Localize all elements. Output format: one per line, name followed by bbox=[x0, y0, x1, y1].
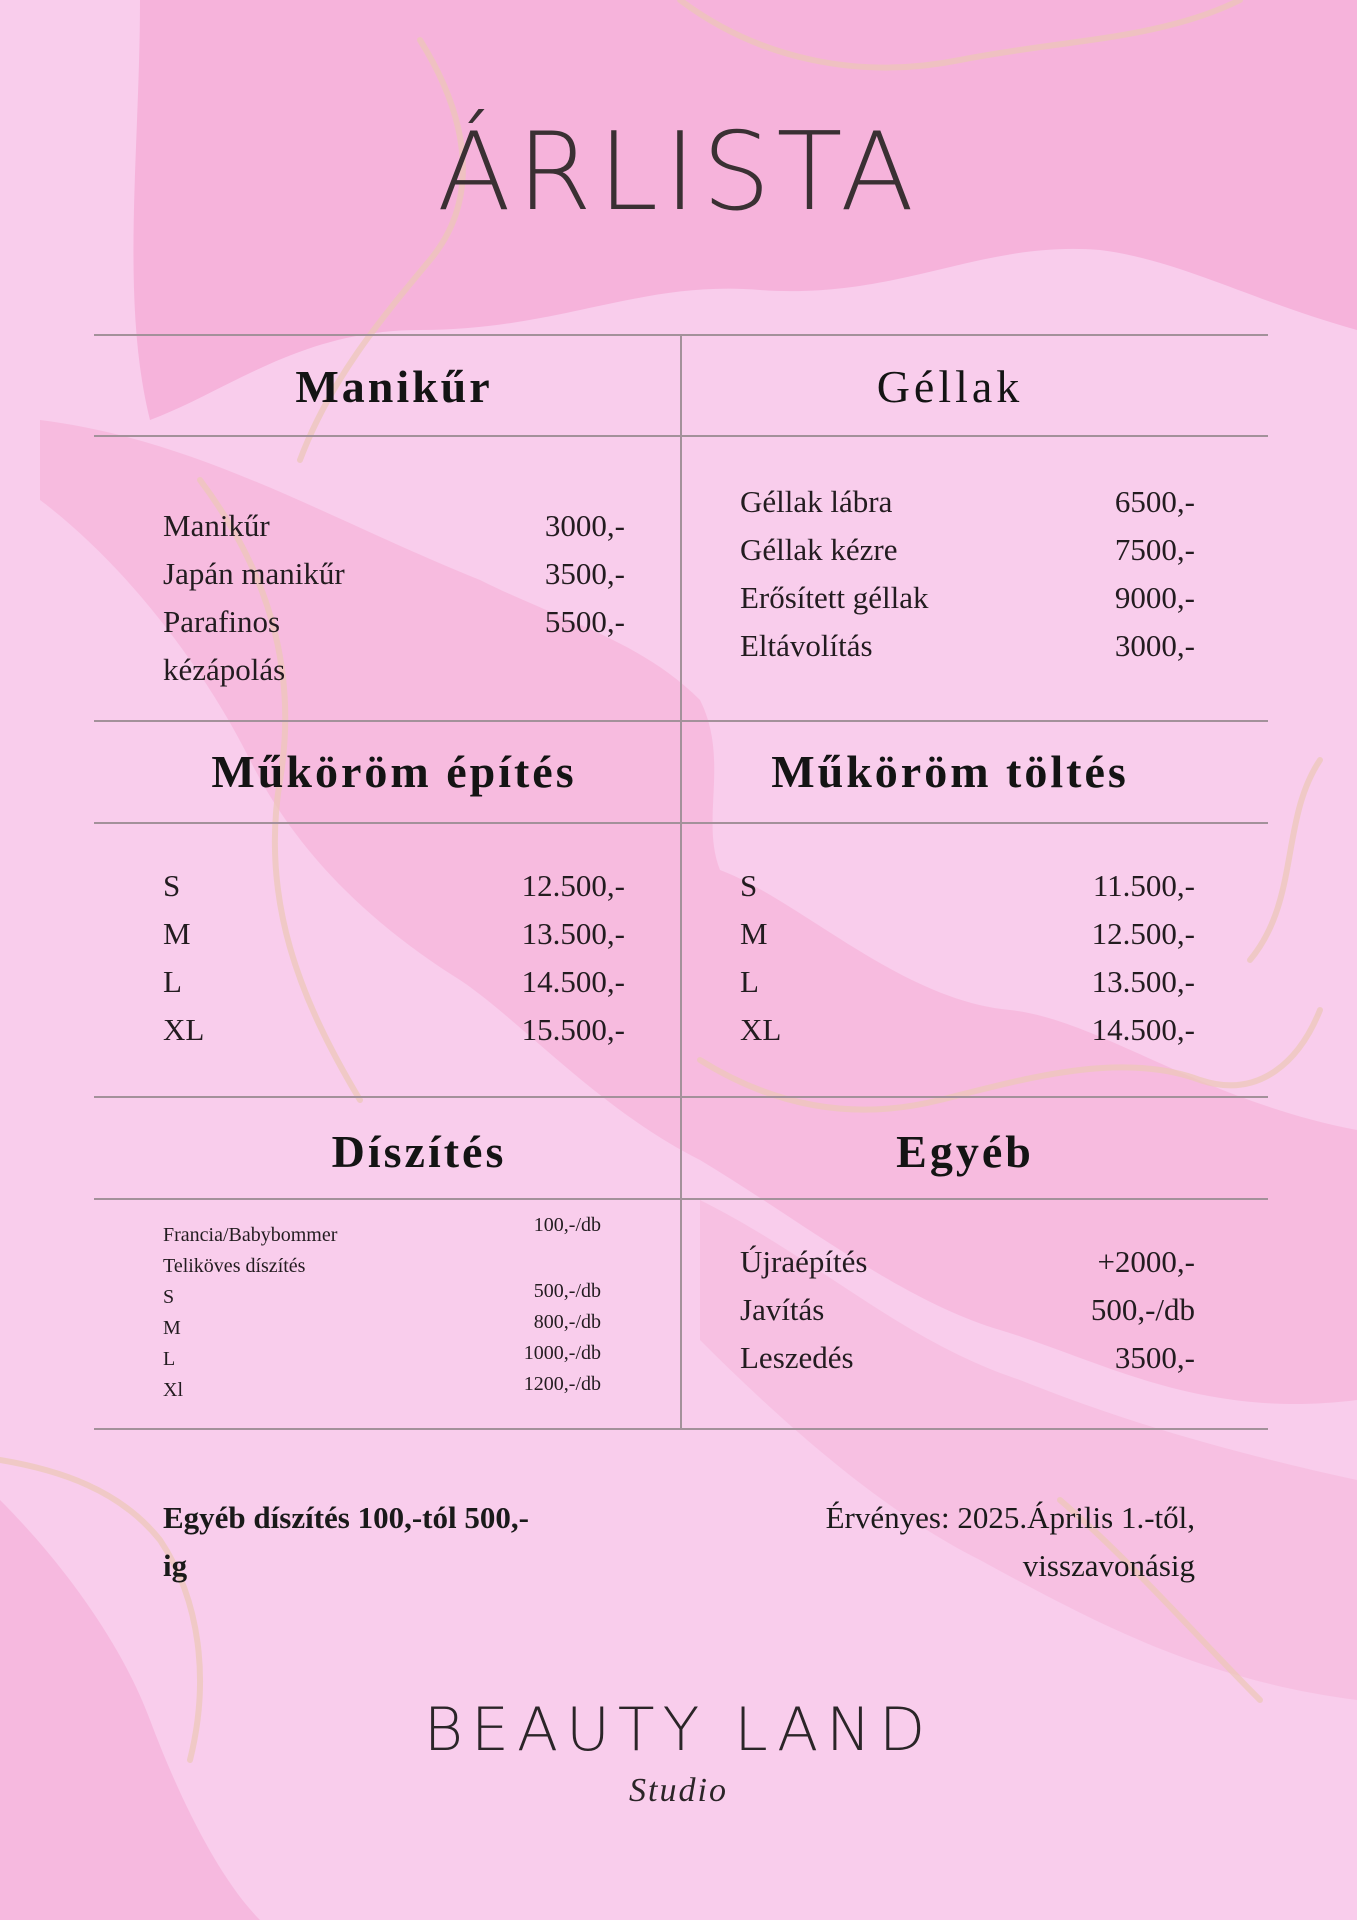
service-name-continued: kézápolás bbox=[163, 652, 286, 687]
price-row bbox=[740, 964, 1195, 1004]
validity-note bbox=[700, 1494, 1195, 1590]
price-row bbox=[740, 1292, 1195, 1332]
service-price: 3500,- bbox=[544, 556, 625, 591]
service-name: M bbox=[163, 916, 191, 951]
price-row bbox=[163, 1012, 625, 1052]
price-row bbox=[163, 868, 625, 908]
service-price: 11.500,- bbox=[1092, 868, 1195, 903]
price-row bbox=[163, 916, 625, 956]
service-price: 1000,-/db bbox=[523, 1342, 601, 1364]
service-price: 500,-/db bbox=[1090, 1292, 1195, 1327]
price-row bbox=[740, 916, 1195, 956]
service-price: 100,-/db bbox=[533, 1214, 601, 1236]
service-price: 14.500,- bbox=[521, 964, 625, 999]
service-name: Xl bbox=[163, 1379, 183, 1401]
price-row bbox=[740, 1012, 1195, 1052]
price-row bbox=[163, 1373, 601, 1403]
service-price: 12.500,- bbox=[521, 868, 625, 903]
price-row bbox=[740, 532, 1195, 572]
service-name: Géllak kézre bbox=[740, 532, 898, 567]
service-price: 1200,-/db bbox=[523, 1373, 601, 1395]
service-price: 7500,- bbox=[1114, 532, 1195, 567]
service-price: 500,-/db bbox=[533, 1280, 601, 1302]
price-row bbox=[163, 604, 625, 692]
note-line: Egyéb díszítés 100,-tól 500,- bbox=[163, 1500, 529, 1535]
service-name: S bbox=[163, 868, 181, 903]
service-name: Újraépítés bbox=[740, 1244, 868, 1279]
price-row bbox=[163, 1311, 601, 1341]
price-row bbox=[163, 508, 625, 548]
service-name: Erősített géllak bbox=[740, 580, 929, 615]
validity-line: visszavonásig bbox=[1022, 1548, 1195, 1583]
service-name: Japán manikűr bbox=[163, 556, 345, 591]
service-name: Manikűr bbox=[163, 508, 270, 543]
service-name: Leszedés bbox=[740, 1340, 854, 1375]
service-name: Francia/Babybommer bbox=[163, 1224, 338, 1246]
service-price: +2000,- bbox=[1097, 1244, 1195, 1279]
service-name: M bbox=[740, 916, 768, 951]
price-row bbox=[740, 484, 1195, 524]
page-title: ÁRLISTA bbox=[437, 110, 920, 235]
price-row bbox=[163, 1255, 601, 1279]
price-row bbox=[163, 964, 625, 1004]
service-name: XL bbox=[740, 1012, 782, 1047]
service-name: Javítás bbox=[740, 1292, 825, 1327]
service-price: 13.500,- bbox=[1091, 964, 1195, 999]
price-row bbox=[740, 628, 1195, 668]
service-price: 15.500,- bbox=[521, 1012, 625, 1047]
column-divider bbox=[680, 334, 682, 1430]
service-price: 5500,- bbox=[544, 604, 625, 639]
service-name: L bbox=[163, 964, 182, 999]
section-heading-manikur: Manikűr bbox=[295, 361, 493, 412]
section-heading-gellak: Géllak bbox=[876, 361, 1024, 412]
service-name: Parafinos bbox=[163, 604, 281, 639]
service-name: Eltávolítás bbox=[740, 628, 873, 663]
section-heading-epites: Műköröm építés bbox=[211, 746, 577, 797]
service-price: 3000,- bbox=[1114, 628, 1195, 663]
note-line: ig bbox=[163, 1548, 188, 1583]
service-price: 12.500,- bbox=[1091, 916, 1195, 951]
service-price: 6500,- bbox=[1114, 484, 1195, 519]
brand-name: BEAUTY LAND bbox=[423, 1695, 934, 1765]
service-name: S bbox=[740, 868, 758, 903]
section-heading-diszites: Díszítés bbox=[331, 1126, 507, 1177]
service-price: 9000,- bbox=[1114, 580, 1195, 615]
service-price: 13.500,- bbox=[521, 916, 625, 951]
service-name: L bbox=[163, 1348, 176, 1370]
price-row bbox=[163, 1280, 601, 1310]
section-heading-egyeb: Egyéb bbox=[896, 1126, 1034, 1177]
section-heading-toltes: Műköröm töltés bbox=[771, 746, 1129, 797]
price-row bbox=[740, 580, 1195, 620]
price-row bbox=[163, 1214, 601, 1248]
price-row bbox=[740, 1340, 1195, 1380]
brand-subtitle: Studio bbox=[629, 1772, 728, 1809]
service-name: Géllak lábra bbox=[740, 484, 893, 519]
extra-decoration-note bbox=[163, 1494, 643, 1590]
service-name: M bbox=[163, 1317, 181, 1339]
price-row bbox=[740, 1244, 1195, 1284]
service-price: 14.500,- bbox=[1091, 1012, 1195, 1047]
service-name: Teliköves díszítés bbox=[163, 1255, 306, 1277]
price-row bbox=[163, 1342, 601, 1372]
service-name: L bbox=[740, 964, 759, 999]
service-name: XL bbox=[163, 1012, 205, 1047]
price-row bbox=[163, 556, 625, 596]
price-row bbox=[740, 868, 1195, 908]
validity-line: Érvényes: 2025.Április 1.-től, bbox=[825, 1500, 1195, 1535]
service-name: S bbox=[163, 1286, 175, 1308]
service-price: 800,-/db bbox=[533, 1311, 601, 1333]
service-price: 3500,- bbox=[1114, 1340, 1195, 1375]
service-price: 3000,- bbox=[544, 508, 625, 543]
